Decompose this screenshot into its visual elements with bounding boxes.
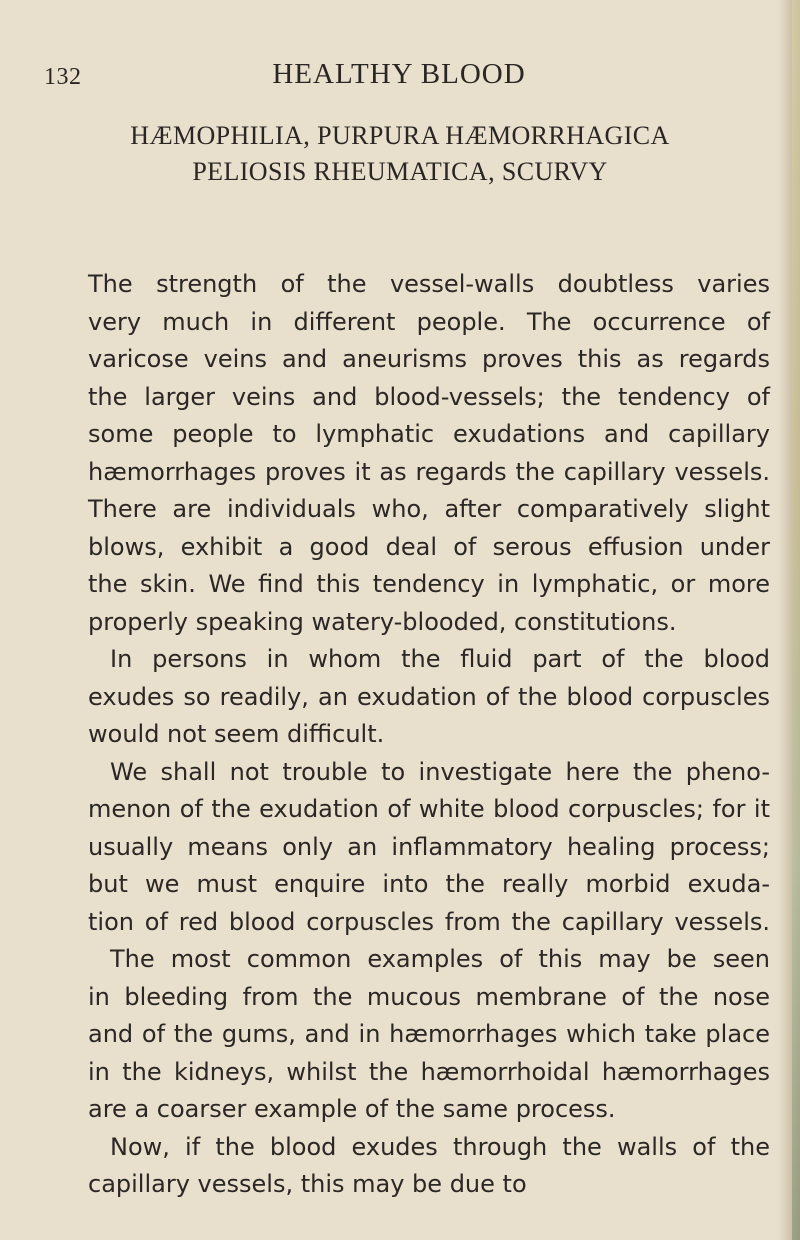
running-title: HEALTHY BLOOD bbox=[272, 58, 526, 90]
text-line: The most common examples of this may be seen bbox=[110, 945, 770, 973]
text-line: some people to lymphatic exudations and capillary bbox=[88, 420, 770, 448]
page-edge-band bbox=[792, 0, 800, 1240]
headline-line-1: HÆMOPHILIA, PURPURA HÆMORRHAGICA bbox=[130, 121, 670, 150]
page-number: 132 bbox=[44, 64, 82, 90]
text-line: Now, if the blood exudes through the walls of the bbox=[110, 1132, 770, 1161]
running-head bbox=[44, 58, 754, 98]
text-line: tion of red blood corpuscles from the capillary vessels. bbox=[88, 907, 770, 936]
body-text bbox=[88, 266, 770, 1204]
text-line: properly speaking watery-blooded, constitutions. bbox=[88, 607, 677, 636]
text-line: the skin. We find this tendency in lymphatic, or more bbox=[88, 570, 770, 598]
headline-line-2: PELIOSIS RHEUMATICA, SCURVY bbox=[192, 157, 608, 186]
text-line: usually means only an inflammatory healing process; bbox=[88, 832, 770, 861]
text-line: in bleeding from the mucous membrane of the nose bbox=[88, 982, 770, 1011]
text-line: very much in different people. The occurrence of bbox=[88, 307, 770, 336]
text-line: exudes so readily, an exudation of the blood corpuscles bbox=[88, 682, 770, 711]
text-line: There are individuals who, after comparatively slight bbox=[88, 495, 770, 523]
text-line: are a coarser example of the same process. bbox=[88, 1095, 616, 1123]
text-line: hæmorrhages proves it as regards the capillary vessels. bbox=[88, 457, 770, 486]
text-line: In persons in whom the fluid part of the blood bbox=[110, 645, 770, 673]
text-line: the larger veins and blood-vessels; the tendency of bbox=[88, 382, 770, 411]
text-line: varicose veins and aneurisms proves this as regards bbox=[88, 345, 770, 373]
text-line: but we must enquire into the really morbid exuda- bbox=[88, 870, 770, 898]
section-headline bbox=[44, 118, 756, 190]
text-line: The strength of the vessel-walls doubtless varies bbox=[88, 270, 770, 298]
text-line: menon of the exudation of white blood corpuscles; for it bbox=[88, 795, 770, 823]
text-line: capillary vessels, this may be due to bbox=[88, 1170, 527, 1198]
text-line: blows, exhibit a good deal of serous effusion under bbox=[88, 532, 770, 561]
text-line: We shall not trouble to investigate here the pheno- bbox=[110, 757, 770, 786]
text-line: in the kidneys, whilst the hæmorrhoidal hæmorrhages bbox=[88, 1057, 770, 1086]
text-line: and of the gums, and in hæmorrhages which take place bbox=[88, 1020, 770, 1048]
text-line: would not seem difficult. bbox=[88, 720, 385, 748]
